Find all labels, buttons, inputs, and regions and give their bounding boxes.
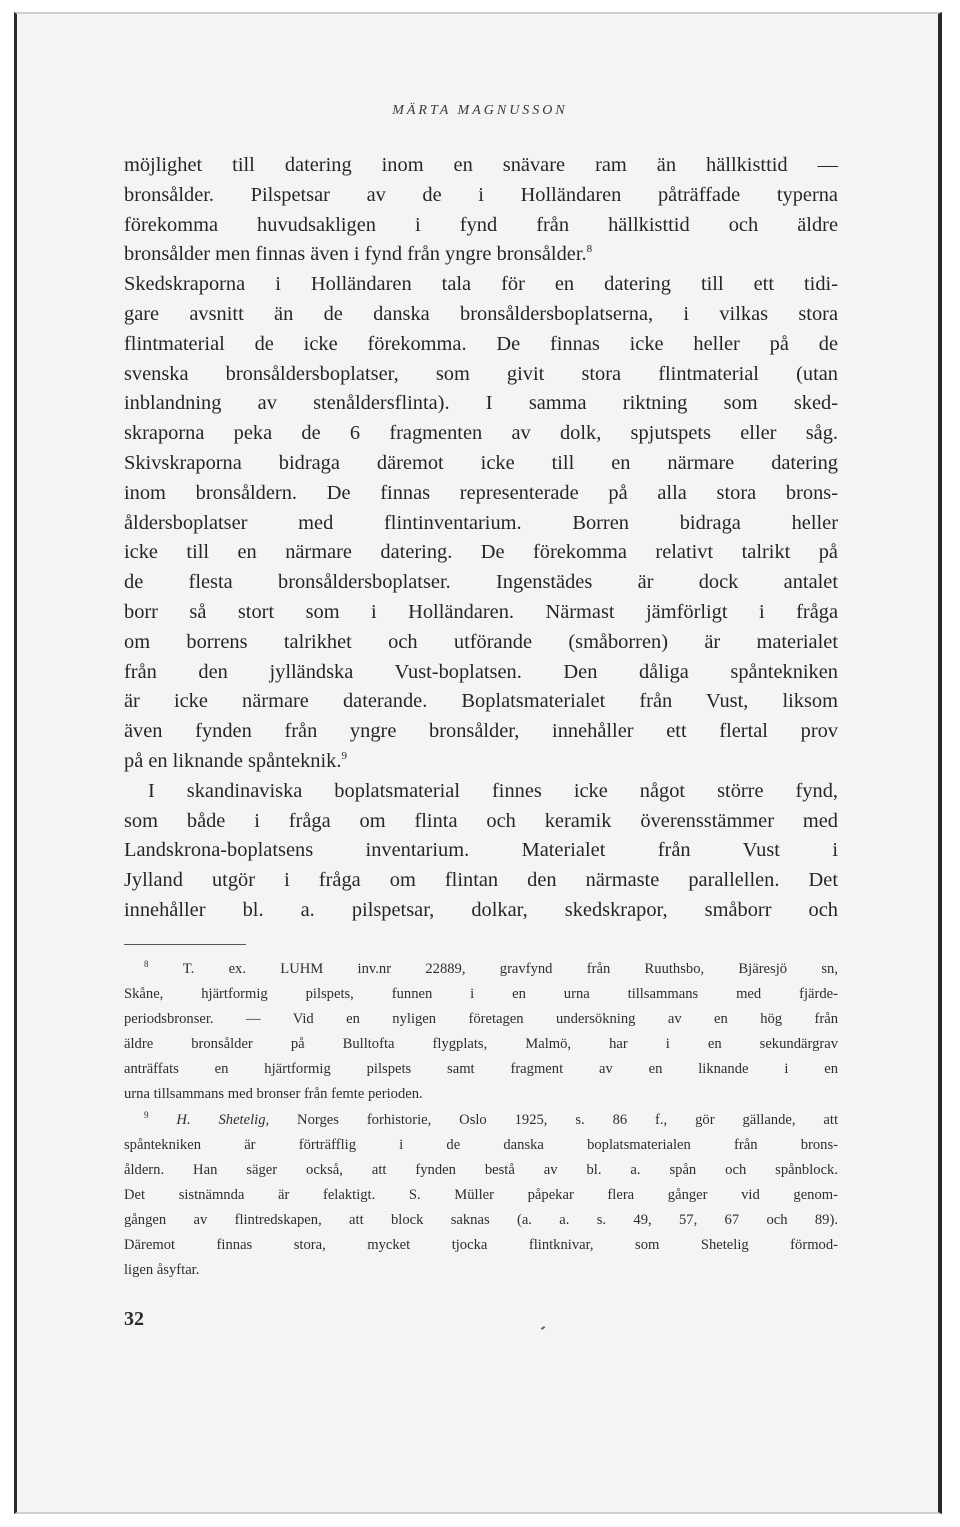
footnote-mark-9: 9 xyxy=(144,1109,149,1120)
footnote-mark-8: 8 xyxy=(144,959,149,969)
text-line: från den jylländska Vust-boplatsen. Den dåliga spåntekniken xyxy=(124,660,838,683)
main-text xyxy=(124,151,838,926)
footnote-9 xyxy=(124,1108,838,1133)
text-line xyxy=(124,747,838,777)
text-line: förekomma huvudsakligen i fynd från hällkisttid och äldre xyxy=(124,213,838,236)
footnote-line: Skåne, hjärtformig pilspets, funnen i en urna tillsammans med fjärde- xyxy=(124,986,838,1003)
footnote-line: gången av flintredskapen, att block saknas (a. a. s. 49, 57, 67 och 89). xyxy=(124,1211,838,1228)
footnote-line: Det sistnämnda är felaktigt. S. Müller påpekar flera gånger vid genom- xyxy=(124,1186,838,1203)
footnote-line: anträffats en hjärtformig pilspets samt fragment av en liknande i en xyxy=(124,1061,838,1078)
footnote-line: periodsbronser. — Vid en nyligen företagen undersökning av en hög från xyxy=(124,1011,838,1028)
cited-author: H. Shetelig, xyxy=(176,1111,270,1128)
footnote-line: äldre bronsålder på Bulltofta flygplats, Malmö, har i en sekundärgrav xyxy=(124,1036,838,1053)
text-line: bronsålder. Pilspetsar av de i Holländaren påträffade typerna xyxy=(124,183,838,206)
footnote-text: Norges forhistorie, Oslo 1925, s. 86 f., gör gällande, att xyxy=(269,1111,839,1128)
text-line: Landskrona-boplatsens inventarium. Materialet från Vust i xyxy=(124,839,838,862)
footnote-line: spåntekniken är förträfflig i de danska boplatsmaterialen från brons- xyxy=(124,1136,838,1153)
page-number: 32 xyxy=(124,1308,144,1330)
running-header: MÄRTA MAGNUSSON xyxy=(392,103,568,118)
text-line: inom bronsåldern. De finnas representerade på alla stora brons- xyxy=(124,481,838,504)
text-line-content: på en liknande spånteknik. xyxy=(124,749,342,772)
footnote-8 xyxy=(124,957,838,982)
text-line: Skedskraporna i Holländaren tala för en datering till ett tidi- xyxy=(124,273,838,296)
footnote-ref-8: 8 xyxy=(586,243,593,256)
text-line: svenska bronsåldersboplatser, som givit stora flintmaterial (utan xyxy=(124,362,838,385)
paragraph-start: I skandinaviska boplatsmaterial finnes icke något större fynd, xyxy=(148,779,838,802)
text-line: om borrens talrikhet och utförande (småborren) är materialet xyxy=(124,630,838,653)
text-line: inblandning av stenåldersflinta). I samma riktning som sked- xyxy=(124,392,838,415)
footnote-line: Däremot finnas stora, mycket tjocka flintknivar, som Shetelig förmod- xyxy=(124,1237,838,1254)
text-line: möjlighet till datering inom en snävare ram än hällkisttid — xyxy=(124,154,838,176)
footnote-ref-9: 9 xyxy=(341,749,347,762)
footnotes xyxy=(124,957,838,1283)
text-line: Jylland utgör i fråga om flintan den närmaste parallellen. Det xyxy=(124,869,838,892)
text-line: flintmaterial de icke förekomma. De finnas icke heller på de xyxy=(124,332,838,355)
text-line: innehåller bl. a. pilspetsar, dolkar, skedskrapor, småborr och xyxy=(124,898,838,921)
text-line: skraporna peka de 6 fragmenten av dolk, spjutspets eller såg. xyxy=(124,422,838,445)
text-line: borr så stort som i Holländaren. Närmast jämförligt i fråga xyxy=(124,600,838,623)
text-line: Skivskraporna bidraga däremot icke till en närmare datering xyxy=(124,451,838,474)
footnote-line: urna tillsammans med bronser från femte perioden. xyxy=(124,1086,423,1103)
text-line: åldersboplatser med flintinventarium. Borren bidraga heller xyxy=(124,511,838,534)
footnote-separator xyxy=(124,944,246,945)
text-line: även fynden från yngre bronsålder, innehåller ett flertal prov xyxy=(124,720,838,743)
footnote-line: åldern. Han säger också, att fynden bestå av bl. a. spån och spånblock. xyxy=(124,1161,838,1178)
footnote-line: ligen åsyftar. xyxy=(124,1262,200,1279)
text-line: gare avsnitt än de danska bronsåldersboplatserna, i vilkas stora xyxy=(124,302,838,325)
text-line: som både i fråga om flinta och keramik överensstämmer med xyxy=(124,809,838,832)
text-line: de flesta bronsåldersboplatser. Ingenstädes är dock antalet xyxy=(124,571,838,594)
footnote-text: T. ex. LUHM inv.nr 22889, gravfynd från Ruuthsbo, Bjäresjö sn, xyxy=(182,961,838,977)
text-line xyxy=(124,240,838,270)
text-line-content: bronsålder men finnas även i fynd från yngre bronsålder. xyxy=(124,243,587,266)
text-line: icke till en närmare datering. De förekomma relativt talrikt på xyxy=(124,541,838,564)
text-line: är icke närmare daterande. Boplatsmaterialet från Vust, liksom xyxy=(124,690,838,713)
